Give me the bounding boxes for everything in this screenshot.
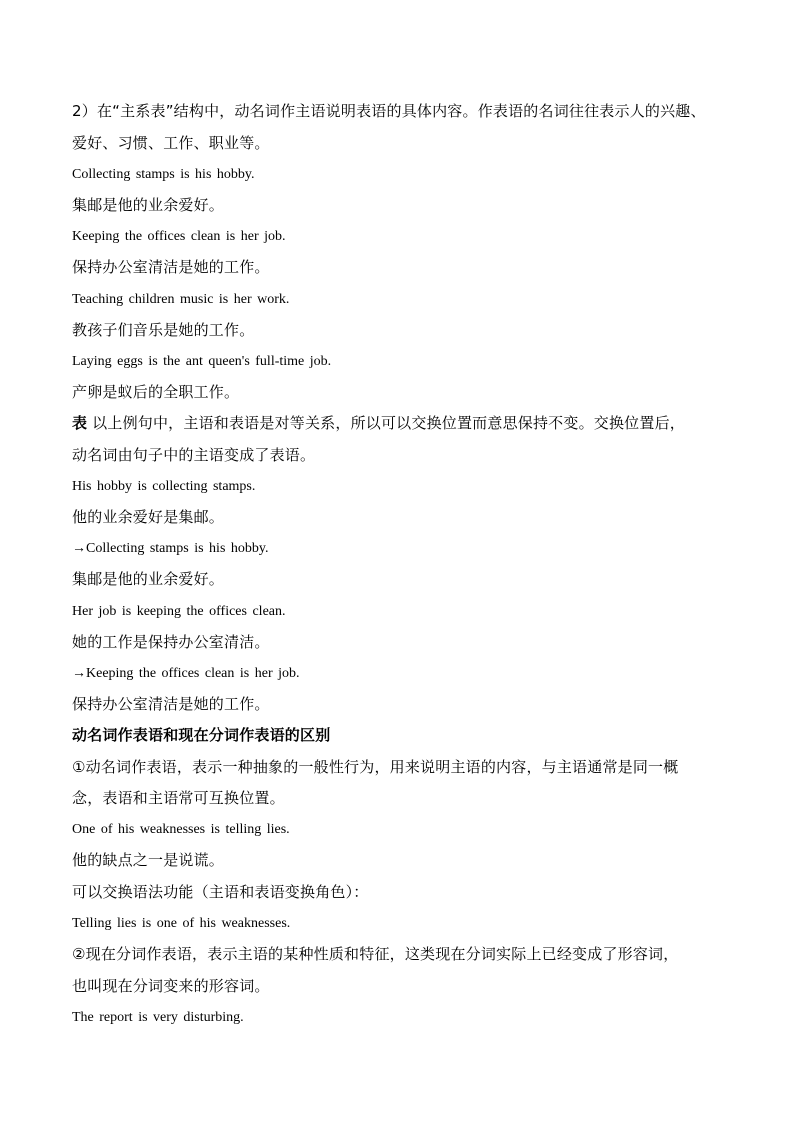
- example-sentence: His hobby is collecting stamps.: [72, 479, 256, 494]
- example-sentence: Keeping the offices clean is her job.: [72, 229, 286, 244]
- section-heading: 动名词作表语和现在分词作表语的区别: [72, 726, 331, 744]
- example-sentence: One of his weaknesses is telling lies.: [72, 822, 290, 837]
- example-sentence: Laying eggs is the ant queen's full-time job.: [72, 354, 332, 369]
- text-line: 念，表语和主语常可互换位置。: [72, 789, 285, 807]
- example-sentence: Her job is keeping the offices clean.: [72, 604, 286, 619]
- example-sentence: →Keeping the offices clean is her job.: [72, 666, 300, 681]
- translation-line: 教孩子们音乐是她的工作。: [72, 321, 255, 339]
- text-line: 动名词由句子中的主语变成了表语。: [72, 446, 316, 464]
- example-sentence: →Collecting stamps is his hobby.: [72, 541, 269, 556]
- translation-line: 她的工作是保持办公室清洁。: [72, 633, 270, 651]
- translation-line: 集邮是他的业余爱好。: [72, 196, 225, 214]
- text-line: ②现在分词作表语，表示主语的某种性质和特征，这类现在分词实际上已经变成了形容词，: [72, 945, 679, 963]
- text-line: 爱好、习惯、工作、职业等。: [72, 134, 270, 152]
- example-sentence: Telling lies is one of his weaknesses.: [72, 916, 291, 931]
- translation-line: 保持办公室清洁是她的工作。: [72, 695, 270, 713]
- example-sentence: Teaching children music is her work.: [72, 292, 290, 307]
- note-text: 以上例句中，主语和表语是对等关系，所以可以交换位置而意思保持不变。交换位置后，: [92, 414, 685, 432]
- text-line: 2）在“主系表”结构中，动名词作主语说明表语的具体内容。作表语的名词往往表示人的兴趣、: [72, 102, 706, 120]
- translation-line: 他的业余爱好是集邮。: [72, 508, 225, 526]
- note-marker: 表: [72, 414, 88, 432]
- example-sentence: Collecting stamps is his hobby.: [72, 167, 255, 182]
- example-sentence: The report is very disturbing.: [72, 1010, 244, 1025]
- translation-line: 产卵是蚁后的全职工作。: [72, 383, 240, 401]
- note-line: [72, 413, 685, 433]
- text-line: 可以交换语法功能（主语和表语变换角色）：: [72, 883, 369, 901]
- translation-line: 他的缺点之一是说谎。: [72, 851, 225, 869]
- text-line: ①动名词作表语，表示一种抽象的一般性行为，用来说明主语的内容，与主语通常是同一概: [72, 758, 679, 776]
- text-line: 也叫现在分词变来的形容词。: [72, 977, 270, 995]
- translation-line: 集邮是他的业余爱好。: [72, 570, 225, 588]
- translation-line: 保持办公室清洁是她的工作。: [72, 258, 270, 276]
